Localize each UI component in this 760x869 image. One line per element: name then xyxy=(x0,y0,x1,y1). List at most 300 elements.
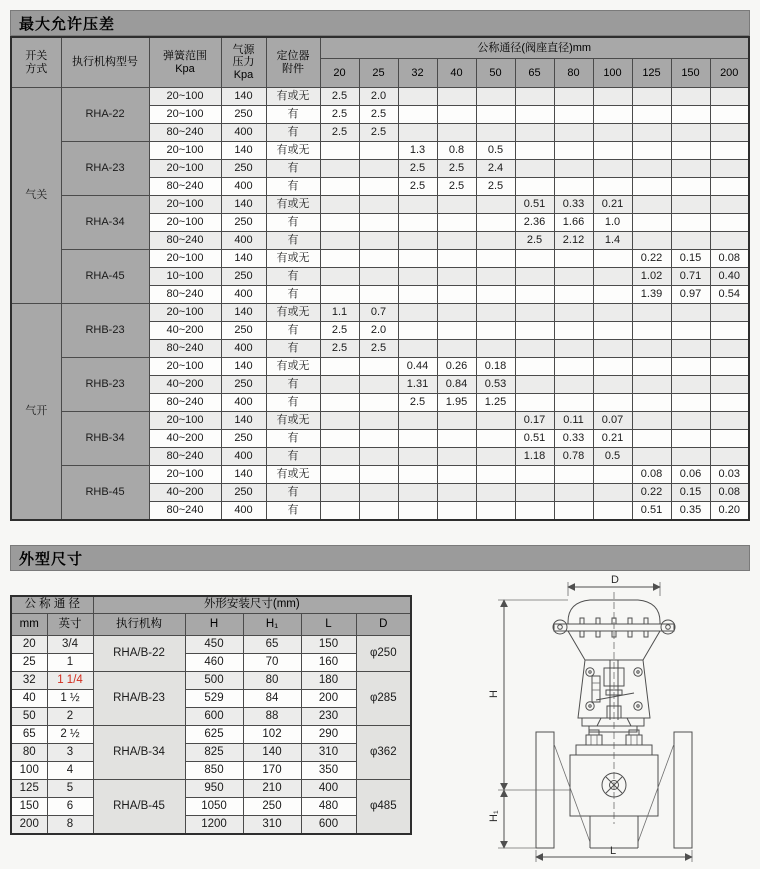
pressure-value-cell xyxy=(320,214,359,232)
dim-h1-cell: 310 xyxy=(243,816,301,835)
pressure-value-cell xyxy=(437,250,476,268)
dim-h-cell: 460 xyxy=(185,654,243,672)
pressure-value-cell xyxy=(710,448,749,466)
pressure-value-cell xyxy=(554,484,593,502)
pressure-value-cell: 0.8 xyxy=(437,142,476,160)
pressure-value-cell xyxy=(554,340,593,358)
pressure-value-cell: 0.40 xyxy=(710,268,749,286)
pressure-value-cell: 0.5 xyxy=(593,448,632,466)
pressure-value-cell xyxy=(515,286,554,304)
pressure-value-cell xyxy=(593,322,632,340)
spring-range-cell: 40~200 xyxy=(149,376,221,394)
pressure-value-cell xyxy=(593,160,632,178)
dimensions-table-body xyxy=(11,596,411,834)
dn-inch-cell: 2 xyxy=(47,708,93,726)
pressure-value-cell xyxy=(320,196,359,214)
supply-pressure-cell: 400 xyxy=(221,502,266,521)
data-row xyxy=(11,636,411,654)
pressure-value-cell xyxy=(359,178,398,196)
dim-h1-cell: 84 xyxy=(243,690,301,708)
pressure-value-cell xyxy=(398,88,437,106)
data-row xyxy=(11,88,749,106)
dim-h1-cell: 65 xyxy=(243,636,301,654)
pressure-value-cell xyxy=(671,430,710,448)
pressure-value-cell: 0.15 xyxy=(671,250,710,268)
valve-diagram xyxy=(476,572,752,866)
actuator-series-cell: RHA/B-23 xyxy=(93,672,185,726)
pressure-value-cell xyxy=(671,124,710,142)
pressure-value-cell: 1.25 xyxy=(476,394,515,412)
actuator-model-cell: RHB-34 xyxy=(61,412,149,466)
pressure-value-cell xyxy=(632,448,671,466)
dim-h-cell: 1200 xyxy=(185,816,243,835)
positioner-cell: 有 xyxy=(266,214,320,232)
pressure-value-cell: 2.5 xyxy=(476,178,515,196)
pressure-value-cell xyxy=(710,160,749,178)
pressure-value-cell xyxy=(437,430,476,448)
pressure-value-cell xyxy=(554,376,593,394)
pressure-value-cell xyxy=(437,448,476,466)
pressure-value-cell xyxy=(554,466,593,484)
supply-pressure-cell: 250 xyxy=(221,484,266,502)
pressure-value-cell: 2.0 xyxy=(359,322,398,340)
dim-h-cell: 825 xyxy=(185,744,243,762)
pressure-value-cell xyxy=(320,412,359,430)
pressure-value-cell: 0.44 xyxy=(398,358,437,376)
dim-h1-cell: 70 xyxy=(243,654,301,672)
spring-range-cell: 20~100 xyxy=(149,142,221,160)
supply-pressure-cell: 400 xyxy=(221,178,266,196)
pressure-value-cell: 2.36 xyxy=(515,214,554,232)
pressure-value-cell: 0.08 xyxy=(710,250,749,268)
section-title-max-pressure: 最大允许压差 xyxy=(19,15,116,33)
dn-mm-cell: 200 xyxy=(11,816,47,835)
pressure-value-cell xyxy=(437,214,476,232)
dim-h1-cell: 250 xyxy=(243,798,301,816)
data-row xyxy=(11,726,411,744)
pressure-value-cell xyxy=(554,178,593,196)
col-header-actuator: 执行机构 xyxy=(93,614,185,636)
pressure-value-cell xyxy=(515,484,554,502)
pressure-value-cell: 2.5 xyxy=(398,160,437,178)
pressure-value-cell xyxy=(593,376,632,394)
pressure-value-cell xyxy=(398,412,437,430)
col-header-dn-125: 125 xyxy=(632,59,671,88)
pressure-value-cell: 2.4 xyxy=(476,160,515,178)
dim-h-cell: 1050 xyxy=(185,798,243,816)
positioner-cell: 有 xyxy=(266,286,320,304)
dim-h1-cell: 80 xyxy=(243,672,301,690)
spring-range-cell: 20~100 xyxy=(149,196,221,214)
dn-inch-cell: 1 1/4 xyxy=(47,672,93,690)
pressure-value-cell xyxy=(398,340,437,358)
pressure-value-cell: 1.66 xyxy=(554,214,593,232)
spring-range-cell: 20~100 xyxy=(149,304,221,322)
pressure-value-cell xyxy=(320,430,359,448)
positioner-cell: 有 xyxy=(266,106,320,124)
pressure-value-cell xyxy=(593,484,632,502)
col-header-l: L xyxy=(301,614,356,636)
pressure-value-cell xyxy=(476,250,515,268)
pressure-value-cell: 0.06 xyxy=(671,466,710,484)
pressure-value-cell xyxy=(398,268,437,286)
dn-mm-cell: 125 xyxy=(11,780,47,798)
supply-pressure-cell: 140 xyxy=(221,88,266,106)
pressure-value-cell xyxy=(632,124,671,142)
pressure-value-cell: 2.5 xyxy=(437,178,476,196)
col-header-dn-65: 65 xyxy=(515,59,554,88)
dn-inch-cell: 1 ½ xyxy=(47,690,93,708)
col-header-h: H xyxy=(185,614,243,636)
dim-l-cell: 310 xyxy=(301,744,356,762)
positioner-cell: 有或无 xyxy=(266,250,320,268)
dim-h1-cell: 88 xyxy=(243,708,301,726)
spring-range-cell: 20~100 xyxy=(149,214,221,232)
positioner-cell: 有 xyxy=(266,322,320,340)
pressure-value-cell xyxy=(554,106,593,124)
pressure-value-cell xyxy=(710,124,749,142)
pressure-value-cell xyxy=(554,304,593,322)
col-header-inch: 英寸 xyxy=(47,614,93,636)
positioner-cell: 有 xyxy=(266,178,320,196)
pressure-value-cell xyxy=(320,502,359,521)
pressure-value-cell xyxy=(320,178,359,196)
dn-inch-cell: 8 xyxy=(47,816,93,835)
pressure-value-cell xyxy=(632,322,671,340)
pressure-value-cell xyxy=(671,88,710,106)
pressure-value-cell xyxy=(437,286,476,304)
data-row xyxy=(11,798,411,816)
col-header-dn-25: 25 xyxy=(359,59,398,88)
supply-pressure-cell: 250 xyxy=(221,322,266,340)
pressure-value-cell xyxy=(359,430,398,448)
dn-inch-cell: 3 xyxy=(47,744,93,762)
pressure-value-cell xyxy=(476,106,515,124)
pressure-value-cell: 0.84 xyxy=(437,376,476,394)
dn-mm-cell: 32 xyxy=(11,672,47,690)
actuator-model-cell: RHA-45 xyxy=(61,250,149,304)
supply-pressure-cell: 250 xyxy=(221,214,266,232)
col-header-nominal-diameter: 公 称 通 径 xyxy=(11,596,93,614)
dim-d-cell: φ362 xyxy=(356,726,411,780)
supply-pressure-cell: 250 xyxy=(221,160,266,178)
pressure-value-cell xyxy=(398,430,437,448)
pressure-value-cell xyxy=(671,214,710,232)
supply-pressure-cell: 400 xyxy=(221,448,266,466)
dim-l-cell: 400 xyxy=(301,780,356,798)
actuator-series-cell: RHA/B-34 xyxy=(93,726,185,780)
pressure-value-cell xyxy=(515,268,554,286)
spring-range-cell: 20~100 xyxy=(149,160,221,178)
data-row xyxy=(11,654,411,672)
col-header-dn-title: 公称通径(阀座直径)mm xyxy=(320,37,749,59)
pressure-value-cell xyxy=(437,322,476,340)
pressure-value-cell xyxy=(671,160,710,178)
pressure-value-cell xyxy=(437,502,476,521)
pressure-value-cell xyxy=(476,340,515,358)
col-header-dn-40: 40 xyxy=(437,59,476,88)
col-header-dn-100: 100 xyxy=(593,59,632,88)
positioner-cell: 有或无 xyxy=(266,358,320,376)
pressure-value-cell xyxy=(554,268,593,286)
pressure-value-cell xyxy=(710,340,749,358)
col-header-d: D xyxy=(356,614,411,636)
pressure-value-cell: 0.03 xyxy=(710,466,749,484)
pressure-value-cell: 2.5 xyxy=(515,232,554,250)
pressure-value-cell xyxy=(515,178,554,196)
col-header-spring-range: 弹簧范围 Kpa xyxy=(149,37,221,88)
pressure-value-cell xyxy=(320,268,359,286)
pressure-value-cell xyxy=(320,394,359,412)
spring-range-cell: 20~100 xyxy=(149,412,221,430)
positioner-cell: 有或无 xyxy=(266,412,320,430)
positioner-cell: 有 xyxy=(266,232,320,250)
pressure-value-cell xyxy=(398,286,437,304)
pressure-value-cell xyxy=(320,142,359,160)
supply-pressure-cell: 400 xyxy=(221,232,266,250)
supply-pressure-cell: 140 xyxy=(221,196,266,214)
spring-range-cell: 80~240 xyxy=(149,232,221,250)
positioner-cell: 有 xyxy=(266,124,320,142)
spring-range-cell: 20~100 xyxy=(149,250,221,268)
positioner-cell: 有 xyxy=(266,340,320,358)
positioner-cell: 有 xyxy=(266,484,320,502)
pressure-value-cell xyxy=(515,160,554,178)
pressure-value-cell xyxy=(710,142,749,160)
col-header-mm: mm xyxy=(11,614,47,636)
pressure-value-cell xyxy=(593,286,632,304)
dim-h-cell: 600 xyxy=(185,708,243,726)
pressure-value-cell: 2.5 xyxy=(359,124,398,142)
pressure-value-cell: 2.5 xyxy=(398,394,437,412)
pressure-value-cell xyxy=(320,448,359,466)
pressure-value-cell xyxy=(554,394,593,412)
pressure-value-cell xyxy=(515,358,554,376)
pressure-value-cell xyxy=(476,286,515,304)
positioner-cell: 有 xyxy=(266,394,320,412)
pressure-value-cell: 1.02 xyxy=(632,268,671,286)
dim-h-cell: 529 xyxy=(185,690,243,708)
pressure-value-cell xyxy=(398,232,437,250)
pressure-value-cell: 0.11 xyxy=(554,412,593,430)
pressure-value-cell xyxy=(515,322,554,340)
dimensions-table xyxy=(10,595,412,835)
pressure-value-cell: 2.5 xyxy=(320,88,359,106)
pressure-value-cell: 0.71 xyxy=(671,268,710,286)
pressure-value-cell xyxy=(671,448,710,466)
pressure-value-cell xyxy=(359,358,398,376)
pressure-value-cell xyxy=(515,394,554,412)
dim-l-cell: 200 xyxy=(301,690,356,708)
section-bar-dimensions xyxy=(10,545,750,571)
positioner-cell: 有 xyxy=(266,448,320,466)
pressure-value-cell xyxy=(593,250,632,268)
col-header-dn-20: 20 xyxy=(320,59,359,88)
pressure-value-cell: 1.4 xyxy=(593,232,632,250)
pressure-value-cell xyxy=(593,394,632,412)
spring-range-cell: 40~200 xyxy=(149,430,221,448)
pressure-value-cell xyxy=(320,232,359,250)
pressure-value-cell xyxy=(515,304,554,322)
pressure-value-cell xyxy=(710,196,749,214)
dn-inch-cell: 1 xyxy=(47,654,93,672)
pressure-value-cell xyxy=(398,250,437,268)
pressure-value-cell: 2.12 xyxy=(554,232,593,250)
pressure-value-cell: 0.51 xyxy=(632,502,671,521)
pressure-value-cell: 0.08 xyxy=(710,484,749,502)
dimension-label-d: D xyxy=(611,574,619,586)
pressure-value-cell xyxy=(710,394,749,412)
actuator-model-cell: RHA-34 xyxy=(61,196,149,250)
pressure-value-cell xyxy=(437,232,476,250)
pressure-value-cell xyxy=(437,412,476,430)
pressure-value-cell xyxy=(710,178,749,196)
data-row xyxy=(11,412,749,430)
positioner-cell: 有或无 xyxy=(266,304,320,322)
pressure-value-cell xyxy=(632,394,671,412)
pressure-value-cell: 1.18 xyxy=(515,448,554,466)
pressure-value-cell xyxy=(359,232,398,250)
pressure-value-cell xyxy=(320,466,359,484)
pressure-value-cell xyxy=(437,466,476,484)
pressure-value-cell xyxy=(515,502,554,521)
pressure-value-cell xyxy=(320,160,359,178)
pressure-value-cell xyxy=(593,106,632,124)
col-header-supply-pressure: 气源 压力 Kpa xyxy=(221,37,266,88)
spring-range-cell: 80~240 xyxy=(149,286,221,304)
pressure-value-cell xyxy=(437,106,476,124)
dim-l-cell: 600 xyxy=(301,816,356,835)
pressure-value-cell: 0.53 xyxy=(476,376,515,394)
dimension-h1 xyxy=(488,790,536,848)
actuator-model-cell: RHB-23 xyxy=(61,358,149,412)
section-title-dimensions: 外型尺寸 xyxy=(19,550,84,568)
data-row xyxy=(11,142,749,160)
pressure-value-cell xyxy=(632,412,671,430)
supply-pressure-cell: 140 xyxy=(221,142,266,160)
positioner-cell: 有 xyxy=(266,160,320,178)
pressure-value-cell: 1.39 xyxy=(632,286,671,304)
pressure-value-cell xyxy=(710,232,749,250)
pressure-value-cell xyxy=(593,178,632,196)
pressure-value-cell xyxy=(398,304,437,322)
pressure-value-cell xyxy=(671,376,710,394)
dim-d-cell: φ285 xyxy=(356,672,411,726)
pressure-value-cell xyxy=(359,484,398,502)
pressure-value-cell xyxy=(437,196,476,214)
pressure-value-cell: 2.5 xyxy=(320,340,359,358)
pressure-value-cell xyxy=(632,358,671,376)
spring-range-cell: 80~240 xyxy=(149,178,221,196)
pressure-value-cell: 0.33 xyxy=(554,430,593,448)
pressure-value-cell xyxy=(359,268,398,286)
supply-pressure-cell: 400 xyxy=(221,340,266,358)
pressure-value-cell: 2.5 xyxy=(320,124,359,142)
dim-h1-cell: 140 xyxy=(243,744,301,762)
pressure-value-cell: 0.21 xyxy=(593,196,632,214)
col-header-dn-200: 200 xyxy=(710,59,749,88)
header-row xyxy=(11,37,749,59)
pressure-value-cell xyxy=(554,286,593,304)
supply-pressure-cell: 250 xyxy=(221,376,266,394)
dim-h-cell: 450 xyxy=(185,636,243,654)
pressure-value-cell xyxy=(398,448,437,466)
pressure-value-cell xyxy=(710,376,749,394)
pressure-value-cell: 0.22 xyxy=(632,484,671,502)
pressure-value-cell xyxy=(554,250,593,268)
dim-l-cell: 290 xyxy=(301,726,356,744)
dim-l-cell: 180 xyxy=(301,672,356,690)
data-row xyxy=(11,744,411,762)
pressure-value-cell xyxy=(593,358,632,376)
supply-pressure-cell: 250 xyxy=(221,268,266,286)
pressure-value-cell xyxy=(671,304,710,322)
pressure-value-cell: 0.18 xyxy=(476,358,515,376)
spring-range-cell: 80~240 xyxy=(149,124,221,142)
pressure-value-cell: 1.31 xyxy=(398,376,437,394)
pressure-value-cell xyxy=(476,88,515,106)
data-row xyxy=(11,466,749,484)
pressure-value-cell xyxy=(515,124,554,142)
pressure-value-cell: 0.07 xyxy=(593,412,632,430)
pressure-value-cell xyxy=(476,322,515,340)
dim-l-cell: 160 xyxy=(301,654,356,672)
pressure-value-cell: 1.95 xyxy=(437,394,476,412)
pressure-value-cell: 0.26 xyxy=(437,358,476,376)
data-row xyxy=(11,250,749,268)
supply-pressure-cell: 400 xyxy=(221,394,266,412)
pressure-value-cell xyxy=(671,358,710,376)
dim-h-cell: 625 xyxy=(185,726,243,744)
pressure-value-cell xyxy=(671,178,710,196)
pressure-value-cell xyxy=(632,304,671,322)
actuator-model-cell: RHB-45 xyxy=(61,466,149,521)
pressure-value-cell: 0.54 xyxy=(710,286,749,304)
supply-pressure-cell: 140 xyxy=(221,304,266,322)
data-row xyxy=(11,304,749,322)
dim-h1-cell: 210 xyxy=(243,780,301,798)
pressure-value-cell xyxy=(320,484,359,502)
pressure-value-cell: 2.5 xyxy=(359,106,398,124)
supply-pressure-cell: 140 xyxy=(221,358,266,376)
pressure-value-cell: 0.22 xyxy=(632,250,671,268)
col-header-actuator-model: 执行机构型号 xyxy=(61,37,149,88)
pressure-value-cell xyxy=(671,394,710,412)
col-header-switch-mode: 开关 方式 xyxy=(11,37,61,88)
pressure-value-cell: 2.5 xyxy=(320,322,359,340)
pressure-value-cell xyxy=(437,124,476,142)
pressure-value-cell xyxy=(398,214,437,232)
supply-pressure-cell: 400 xyxy=(221,124,266,142)
actuator-model-cell: RHA-22 xyxy=(61,88,149,142)
pressure-value-cell xyxy=(554,502,593,521)
pressure-value-cell xyxy=(398,106,437,124)
pressure-value-cell xyxy=(515,88,554,106)
dn-mm-cell: 50 xyxy=(11,708,47,726)
pressure-value-cell: 0.97 xyxy=(671,286,710,304)
col-header-dn-150: 150 xyxy=(671,59,710,88)
dn-inch-cell: 3/4 xyxy=(47,636,93,654)
spring-range-cell: 40~200 xyxy=(149,484,221,502)
dimension-label-h: H xyxy=(488,690,500,698)
pressure-value-cell xyxy=(476,304,515,322)
pressure-value-cell: 1.3 xyxy=(398,142,437,160)
pressure-value-cell xyxy=(515,466,554,484)
pressure-value-cell: 0.15 xyxy=(671,484,710,502)
pressure-value-cell xyxy=(554,88,593,106)
positioner-cell: 有 xyxy=(266,376,320,394)
spring-range-cell: 20~100 xyxy=(149,88,221,106)
